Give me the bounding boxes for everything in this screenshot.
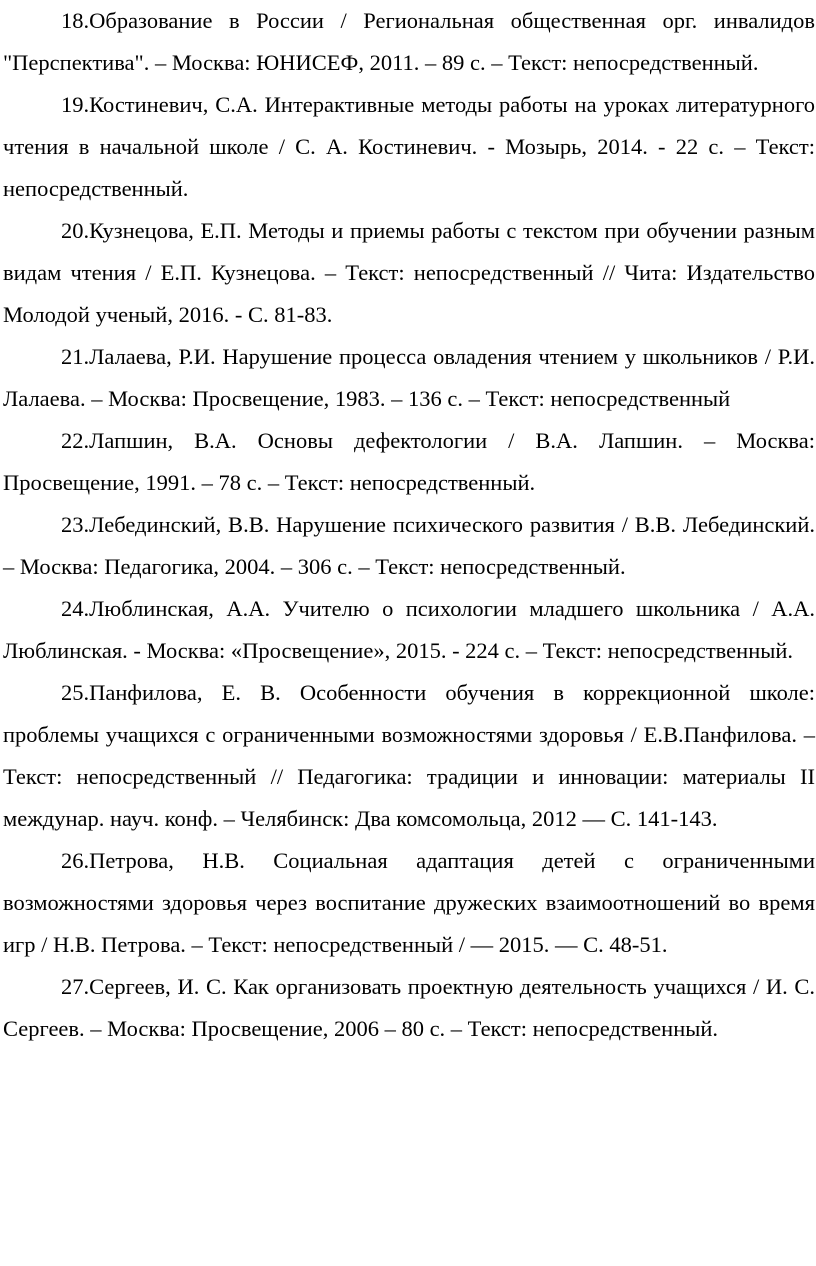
reference-entry-19 <box>3 84 815 210</box>
reference-entry-25 <box>3 672 815 840</box>
entry-text: Лапшин, В.А. Основы дефектологии / В.А. Лапшин. – Москва: Просвещение, 1991. – 78 с. – Текст: непосредственный. <box>3 428 815 495</box>
entry-text: Костиневич, С.А. Интерактивные методы работы на уроках литературного чтения в начальной школе / С. А. Костиневич. - Мозырь, 2014. - 22 с. – Текст: непосредственный. <box>3 92 815 201</box>
entry-text: Люблинская, А.А. Учителю о психологии младшего школьника / А.А. Люблинская. - Москва: «Просвещение», 2015. - 224 с. – Текст: непосредственный. <box>3 596 815 663</box>
entry-number: 25. <box>61 680 90 705</box>
bibliography-page <box>3 0 815 1050</box>
reference-entry-26 <box>3 840 815 966</box>
entry-text: Сергеев, И. С. Как организовать проектную деятельность учащихся / И. С. Сергеев. – Москва: Просвещение, 2006 – 80 с. – Текст: непосредственный. <box>3 974 815 1041</box>
entry-number: 20. <box>61 218 90 243</box>
entry-text: Панфилова, Е. В. Особенности обучения в коррекционной школе: проблемы учащихся с ограниченными возможностями здоровья / Е.В.Панфилова. – Текст: непосредственный // Педагогика: традиции и инновации: материалы II междунар. науч. конф. – Челябинск: Два комсомольца, 2012 — С. 141-143. <box>3 680 815 831</box>
entry-number: 23. <box>61 512 90 537</box>
reference-entry-18 <box>3 0 815 84</box>
entry-text: Лебединский, В.В. Нарушение психического развития / В.В. Лебединский. – Москва: Педагогика, 2004. – 306 с. – Текст: непосредственный. <box>3 512 815 579</box>
reference-entry-20 <box>3 210 815 336</box>
reference-entry-23 <box>3 504 815 588</box>
entry-number: 18. <box>61 8 90 33</box>
entry-text: Образование в России / Региональная общественная орг. инвалидов "Перспектива". – Москва: ЮНИСЕФ, 2011. – 89 с. – Текст: непосредственный. <box>3 8 815 75</box>
entry-text: Лалаева, Р.И. Нарушение процесса овладения чтением у школьников / Р.И. Лалаева. – Москва: Просвещение, 1983. – 136 с. – Текст: непосредственный <box>3 344 815 411</box>
reference-entry-27 <box>3 966 815 1050</box>
entry-number: 22. <box>61 428 90 453</box>
entry-number: 27. <box>61 974 90 999</box>
entry-number: 26. <box>61 848 90 873</box>
reference-entry-21 <box>3 336 815 420</box>
entry-number: 21. <box>61 344 90 369</box>
entry-text: Петрова, Н.В. Социальная адаптация детей с ограниченными возможностями здоровья через воспитание дружеских взаимоотношений во время игр / Н.В. Петрова. – Текст: непосредственный / — 2015. — С. 48-51. <box>3 848 815 957</box>
reference-entry-22 <box>3 420 815 504</box>
reference-entry-24 <box>3 588 815 672</box>
entry-number: 24. <box>61 596 90 621</box>
entry-number: 19. <box>61 92 90 117</box>
entry-text: Кузнецова, Е.П. Методы и приемы работы с текстом при обучении разным видам чтения / Е.П. Кузнецова. – Текст: непосредственный // Чита: Издательство Молодой ученый, 2016. - С. 81-83. <box>3 218 815 327</box>
